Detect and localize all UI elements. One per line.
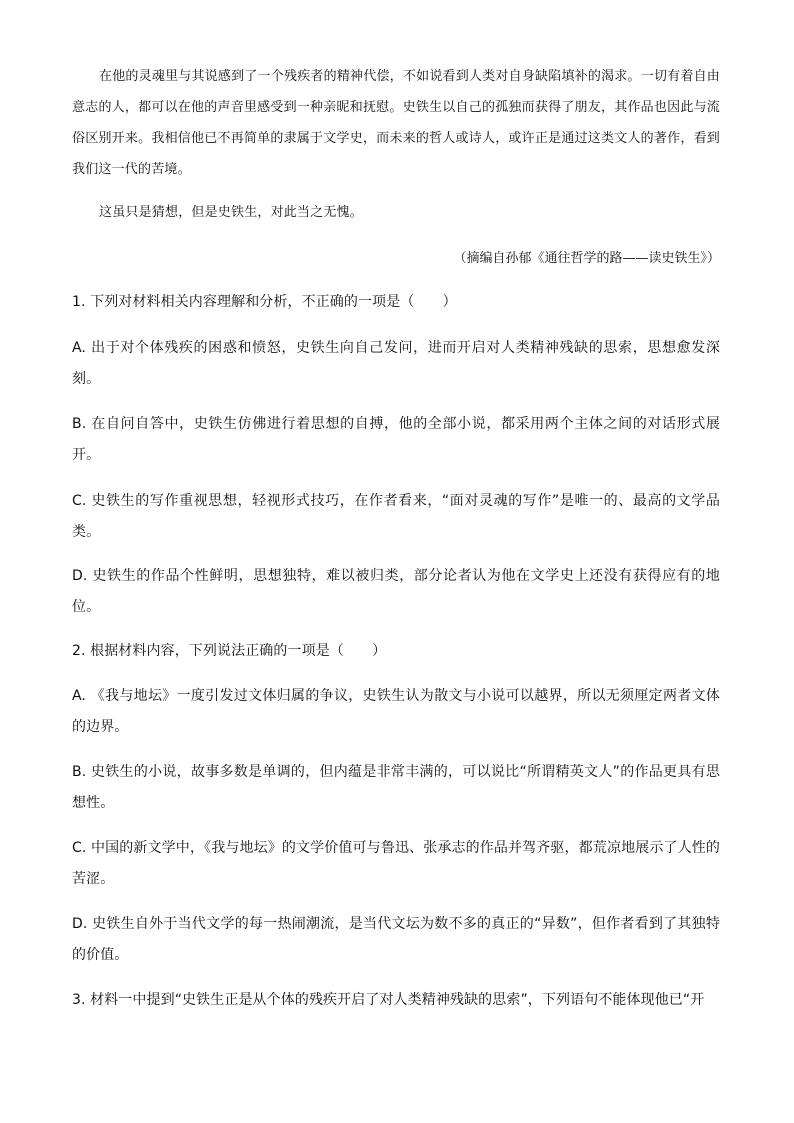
question-3-stem: 3. 材料一中提到“史铁生正是从个体的残疾开启了对人类精神残缺的思索”，下列语句不能体现他已“开 xyxy=(72,992,705,1008)
passage-paragraph: 在他的灵魂里与其说感到了一个残疾者的精神代偿，不如说看到人类对自身缺陷填补的渴求。一切有着自由意志的人，都可以在他的声音里感受到一种亲昵和抚慰。史铁生以自己的孤独而获得了朋友，其作品也因此与流俗区别开来。我相信他已不再简单的隶属于文学史，而未来的哲人或诗人，或许正是通过这类文人的著作，看到我们这一代的苦境。 xyxy=(72,69,720,177)
question-2-option-b: B. 史铁生的小说，故事多数是单调的，但内蕴是非常丰满的，可以说比“所谓精英文人”的作品更具有思想性。 xyxy=(72,764,720,811)
question-2-option-c: C. 中国的新文学中，《我与地坛》的文学价值可与鲁迅、张承志的作品并驾齐驱，都荒凉地展示了人性的苦涩。 xyxy=(72,840,720,887)
passage-source: （摘编自孙郁《通往哲学的路——读史铁生》） xyxy=(453,251,720,266)
question-1-option-d: D. 史铁生的作品个性鲜明，思想独特，难以被归类，部分论者认为他在文学史上还没有获得应有的地位。 xyxy=(72,568,720,615)
question-2-stem: 2. 根据材料内容，下列说法正确的一项是（ ） xyxy=(72,643,387,659)
question-1-option-c: C. 史铁生的写作重视思想，轻视形式技巧，在作者看来，“面对灵魂的写作”是唯一的、最高的文学品类。 xyxy=(72,493,720,540)
question-2-option-d: D. 史铁生自外于当代文学的每一热闹潮流，是当代文坛为数不多的真正的“异数”，但作者看到了其独特的价值。 xyxy=(72,916,720,963)
passage-paragraph: 这虽只是猜想，但是史铁生，对此当之无愧。 xyxy=(99,205,364,220)
question-1-option-a: A. 出于对个体残疾的困惑和愤怒，史铁生向自己发问，进而开启对人类精神残缺的思索，思想愈发深刻。 xyxy=(72,340,720,387)
question-2-option-a: A. 《我与地坛》一度引发过文体归属的争议，史铁生认为散文与小说可以越界，所以无须厘定两者文体的边界。 xyxy=(72,688,720,735)
question-1-option-b: B. 在自问自答中，史铁生仿佛进行着思想的自搏，他的全部小说，都采用两个主体之间的对话形式展开。 xyxy=(72,416,720,463)
question-1-stem: 1. 下列对材料相关内容理解和分析，不正确的一项是（ ） xyxy=(72,294,457,310)
